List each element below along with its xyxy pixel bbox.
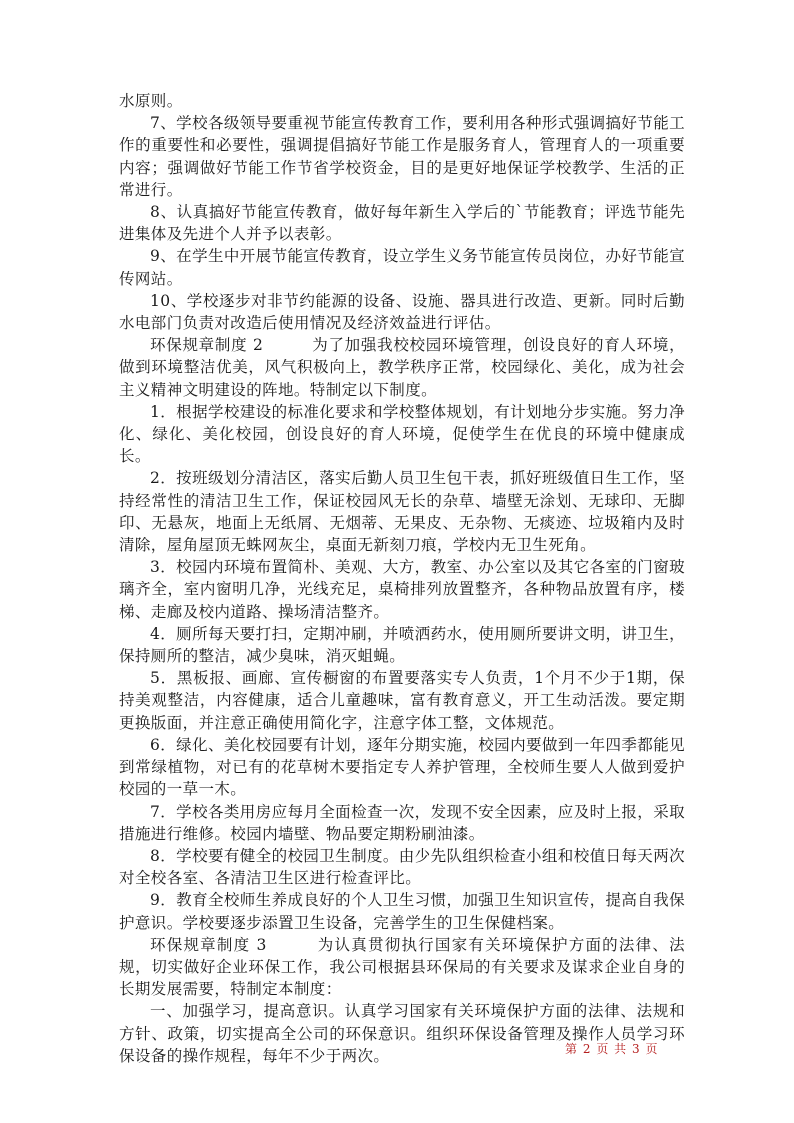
footer-label-page-unit: 页	[596, 1042, 610, 1056]
footer-label-page: 第	[565, 1042, 579, 1056]
paragraph: 8、认真搞好节能宣传教育，做好每年新生入学后的`节能教育；评选节能先进集体及先进个人并予以表彰。	[119, 203, 685, 244]
paragraph: 1．根据学校建设的标准化要求和学校整体规划，有计划地分步实施。努力净化、绿化、美化校园，创设良好的育人环境，促使学生在优良的环境中健康成长。	[119, 402, 685, 466]
section-heading-paragraph: 环保规章制度 2 为了加强我校校园环境管理，创设良好的育人环境，做到环境整洁优美，风气积极向上，教学秩序正常，校园绿化、美化，成为社会主义精神文明建设的阵地。特制定以下制度。	[119, 336, 685, 399]
paragraph: 7．学校各类用房应每月全面检查一次，发现不安全因素，应及时上报，采取措施进行维修。校园内墙壁、物品要定期粉刷油漆。	[119, 802, 685, 843]
page-number-footer	[565, 1040, 658, 1057]
paragraph: 2．按班级划分清洁区，落实后勤人员卫生包干表，抓好班级值日生工作，坚持经常性的清洁卫生工作，保证校园风无长的杂草、墙壁无涂划、无球印、无脚印、无悬灰，地面上无纸屑、无烟蒂、无果皮、无杂物、无痰迹、垃圾箱内及时清除，屋角屋顶无蛛网灰尘，桌面无新刻刀痕，学校内无卫生死角。	[119, 469, 685, 555]
paragraph: 5．黑板报、画廊、宣传橱窗的布置要落实专人负责，1个月不少于1期，保持美观整洁，内容健康，适合儿童趣味，富有教育意义，开工生动活泼。要定期更换版面，并注意正确使用简化字，注意字体工整，文体规范。	[119, 669, 685, 732]
paragraph: 9．教育全校师生养成良好的个人卫生习惯，加强卫生知识宣传，提高自我保护意识。学校要逐步添置卫生设备，完善学生的卫生保健档案。	[119, 891, 685, 932]
paragraph: 9、在学生中开展节能宣传教育，设立学生义务节能宣传员岗位，办好节能宣传网站。	[119, 247, 685, 288]
footer-total-pages: 3	[632, 1042, 641, 1056]
paragraph: 8．学校要有健全的校园卫生制度。由少先队组织检查小组和校值日每天两次对全校各室、各清洁卫生区进行检查评比。	[119, 846, 685, 888]
section-heading-paragraph: 环保规章制度 3 为认真贯彻执行国家有关环境保护方面的法律、法规，切实做好企业环保工作，我公司根据县环保局的有关要求及谋求企业自身的长期发展需要，特制定本制度：	[119, 935, 685, 999]
paragraph: 6．绿化、美化校园要有计划，逐年分期实施，校园内要做到一年四季都能见到常绿植物，对已有的花草树木要指定专人养护管理，全校师生要人人做到爱护校园的一草一木。	[119, 735, 685, 799]
footer-current-page: 2	[582, 1042, 592, 1056]
footer-label-total-unit: 页	[645, 1042, 659, 1056]
paragraph: 一、加强学习，提高意识。认真学习国家有关环境保护方面的法律、法规和方针、政策，切实提高全公司的环保意识。组织环保设备管理及操作人员学习环保设备的操作规程，每年不少于两次。	[119, 1002, 685, 1065]
footer-label-total: 共	[614, 1042, 628, 1056]
paragraph: 3．校园内环境布置简朴、美观、大方，教室、办公室以及其它各室的门窗玻璃齐全，室内窗明几净，光线充足，桌椅排列放置整齐，各种物品放置有序，楼梯、走廊及校内道路、操场清洁整齐。	[119, 558, 685, 621]
paragraph: 10、学校逐步对非节约能源的设备、设施、器具进行改造、更新。同时后勤水电部门负责对改造后使用情况及经济效益进行评估。	[119, 291, 685, 333]
document-body	[119, 90, 685, 1067]
paragraph: 7、学校各级领导要重视节能宣传教育工作，要利用各种形式强调搞好节能工作的重要性和必要性，强调提倡搞好节能工作是服务育人，管理育人的一项重要内容；强调做好节能工作节省学校资金，目的是更好地保证学校教学、生活的正常进行。	[119, 114, 685, 199]
paragraph: 水原则。	[119, 92, 183, 110]
paragraph: 4．厕所每天要打扫，定期冲刷，并喷洒药水，使用厕所要讲文明，讲卫生，保持厕所的整洁，减少臭味，消灭蛆蝇。	[119, 624, 685, 666]
